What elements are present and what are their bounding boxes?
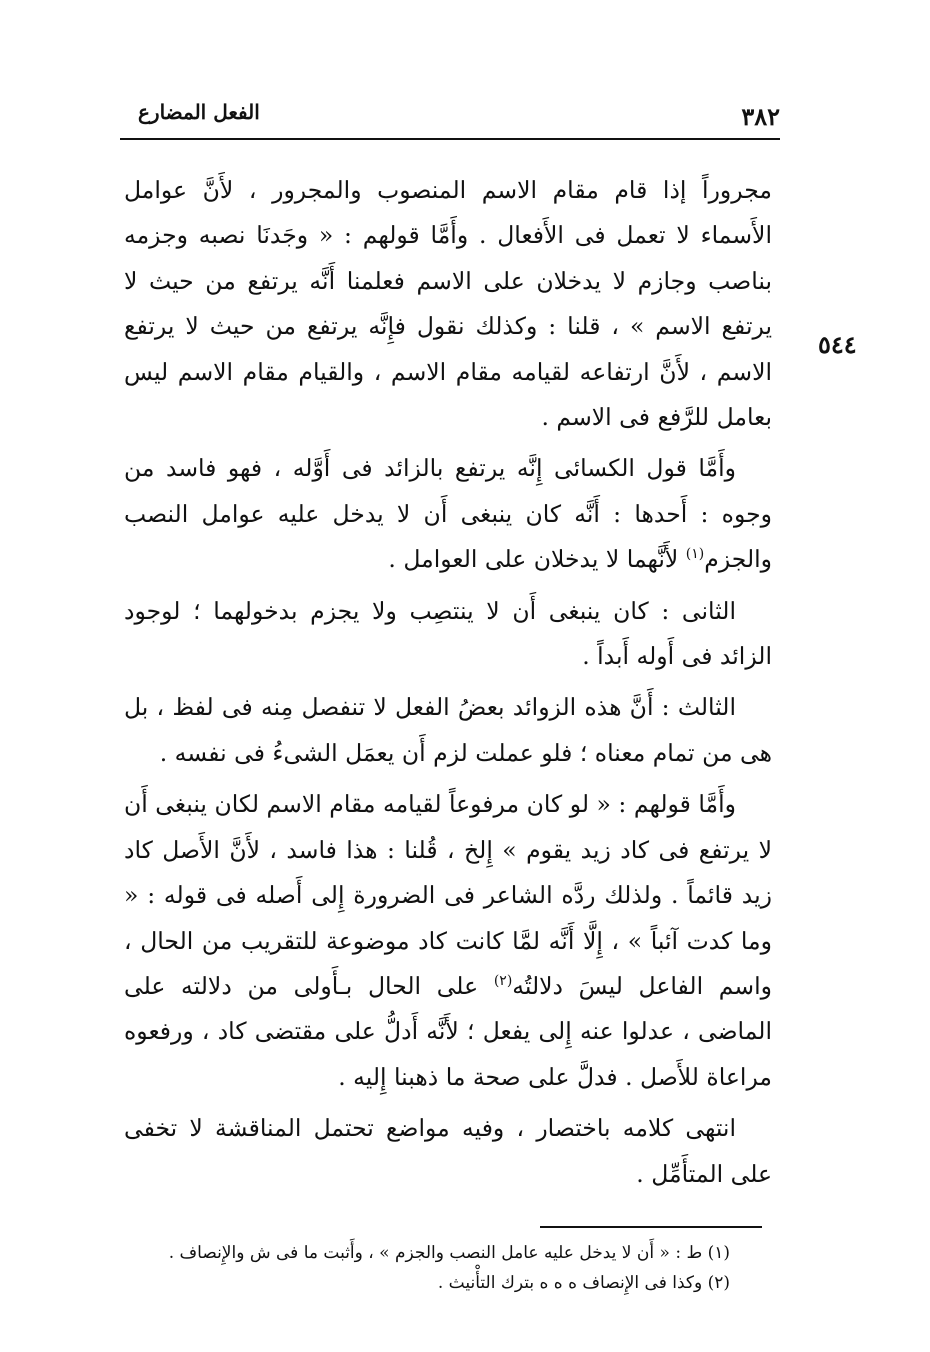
paragraph-5-continuation: على الحال بـأَولى من دلالته على الماضى ، عدلوا عنه إِلى يفعل ؛ لأَنَّه أَدلُّ على مقتضى كاد ، ورفعوه مراعاة للأَصل . فدلَّ على صحة ما ذهبنا إِليه . — [124, 971, 772, 1091]
footnote-reference-2: (٢) — [493, 973, 513, 990]
paragraph-4: الثالث : أَنَّ هذه الزوائد بعضُ الفعل لا تنفصل مِنه فى لفظ ، بل هى من تمام معناه ؛ فلو عملت لزم أَن يعمَل الشىءُ فى نفسه . — [124, 693, 772, 767]
running-head — [120, 96, 780, 140]
paragraph-3: الثانى : كان ينبغى أَن لا ينتصِب ولا يجزم بدخولهما ؛ لوجود الزائد فى أَوله أَبداً . — [124, 596, 772, 671]
paragraph-2-text: وأَمَّا قول الكسائى إِنَّه يرتفع بالزائد فى أَوَّله ، فهو فاسد من وجوه : أَحدها : أَنَّه كان ينبغى أَن لا يدخل عليه عوامل النصب والجزم — [124, 454, 772, 574]
paragraph-2-continuation: لأَنَّهما لا يدخلان على العوامل . — [388, 545, 679, 574]
main-text — [124, 168, 772, 1197]
margin-page-reference: ٥٤٤ — [818, 330, 857, 359]
footnotes — [150, 1238, 730, 1298]
paragraph-2 — [124, 446, 772, 582]
chapter-title: الفعل المضارع — [138, 100, 260, 124]
footnote-2: (٢) وكذا فى الإِنصاف ه ه ه بترك التأْنيث . — [437, 1273, 730, 1293]
paragraph-1: مجروراً إذا قام مقام الاسم المنصوب والمجرور ، لأَنَّ عوامل الأَسماء لا تعمل فى الأَفعال . وأَمَّا قولهم : « وجَدنَا نصبه وجزمه بناصب وجازم لا يدخلان على الاسم فعلمنا أَنَّه يرتفع من حيث لا يرتفع الاسم » ، قلنا : وكذلك نقول فإِنَّه يرتفع من حيث لا يرتفع الاسم ، لأَنَّ ارتفاعه لقيامه مقام الاسم ، والقيام مقام الاسم ليس بعامل للرَّفع فى الاسم . — [124, 176, 772, 432]
header-rule — [120, 138, 780, 140]
paragraph-5-text: وأَمَّا قولهم : « لو كان مرفوعاً لقيامه مقام الاسم لكان ينبغى أَن لا يرتفع فى كاد زيد يقوم » إِلخ ، قُلنا : هذا فاسد ، لأَنَّ الأَصل كاد زيد قائماً . ولذلك ردَّه الشاعر فى الضرورة إِلى أَصله فى قوله : « وما كدت آئباً » ، إِلَّا أَنَّه لمَّا كانت كاد موضوعة للتقريب من الحال ، واسم الفاعل ليسَ دلالتُه — [124, 790, 772, 1000]
footnote-1: (١) ط : « أَن لا يدخل عليه عامل النصب والجزم » ، وأَثبت ما فى ش والإِنصاف . — [168, 1243, 730, 1263]
footnote-separator — [540, 1226, 762, 1228]
paragraph-5 — [124, 782, 772, 1100]
paragraph-6: انتهى كلامه باختصار ، وفيه مواضع تحتمل المناقشة لا تخفى على المتأَمِّل . — [124, 1114, 772, 1188]
page-number: ٣٨٢ — [741, 102, 780, 131]
footnote-reference-1: (١) — [685, 546, 705, 563]
